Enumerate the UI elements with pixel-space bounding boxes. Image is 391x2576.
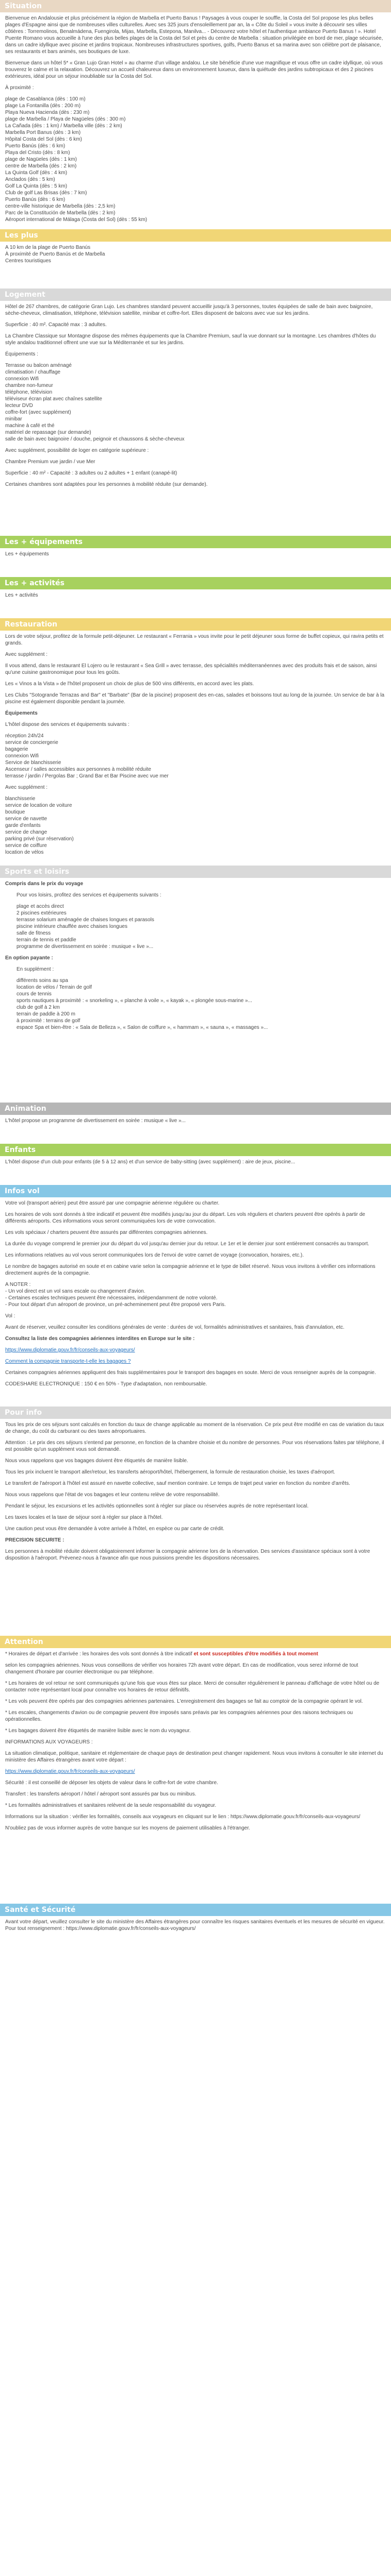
section-situation: [0, 0, 391, 229]
list-item: Anclados (dès : 5 km): [5, 177, 55, 182]
list-item: parking privé (sur réservation): [5, 836, 74, 842]
paragraph: Vol :: [5, 1313, 15, 1319]
section-infos-vol: [0, 1185, 391, 1406]
section-equipements: [0, 536, 391, 577]
link-bagages[interactable]: Comment la compagnie transporte-t-elle les bagages ?: [5, 1359, 131, 1364]
list-item: sports nautiques à proximité : « snorkeling », « planche à voile », « kayak », « plongée sous-marine »...: [17, 998, 252, 1004]
list-item: location de vélos: [5, 850, 44, 855]
list-item: plage de Marbella / Playa de Nagüeles (dès : 300 m): [5, 116, 126, 122]
paragraph: La situation climatique, politique, sanitaire et réglementaire de chaque pays de destination peut changer rapidement. Nous vous invitons à consulter le site internet du ministère des Affaires étrangères avant votre départ :: [5, 1751, 383, 1763]
list-item: Centres touristiques: [5, 258, 51, 264]
section-header-pour-info: [0, 1406, 391, 1419]
paragraph: Nous vous rappelons que vos bagages doivent être étiquetés de manière lisible.: [5, 1458, 188, 1464]
paid-services-list: [5, 795, 386, 856]
list-item: machine à café et thé: [5, 423, 55, 429]
list-item: La Quinta Golf (dès : 4 km): [5, 170, 68, 176]
paragraph: Avec supplément :: [5, 652, 48, 657]
list-item: - Un vol direct est un vol sans escale ou changement d'avion.: [5, 1289, 145, 1294]
paragraph: Pendant le séjour, les excursions et les activités optionnelles sont à régler sur place ou réservées auprès de notre représentant local.: [5, 1503, 309, 1509]
paragraph: Les vols spéciaux / charters peuvent être assurés par différentes compagnies aériennes.: [5, 1230, 208, 1235]
paragraph: PRECISION SECURITE :: [5, 1537, 64, 1543]
list-item: téléphone, télévision: [5, 389, 53, 395]
list-item: salle de fitness: [17, 930, 51, 936]
section-header-restauration: [0, 618, 391, 631]
paragraph: Certaines compagnies aériennes appliquent des frais supplémentaires pour le transport des bagages en soute. Merci de vous renseigner auprès de la compagnie.: [5, 1370, 376, 1376]
section-sante-securite: [0, 1904, 391, 1955]
list-item: programme de divertissement en soirée : musique « live »...: [17, 944, 154, 950]
section-header-sante: [0, 1904, 391, 1916]
proximity-list: [5, 96, 386, 223]
list-item: cours de tennis: [17, 991, 52, 997]
paragraph: Votre vol (transport aérien) peut être assuré par une compagnie aérienne régulière ou charter.: [5, 1200, 220, 1206]
section-title: Les + équipements: [5, 538, 83, 546]
list-item: A NOTER :: [5, 1282, 31, 1287]
link-diplomatie-2[interactable]: https://www.diplomatie.gouv.fr/fr/conseils-aux-voyageurs/: [5, 1769, 135, 1774]
paragraph: * Les bagages doivent être étiquetés de manière lisible avec le nom du voyageur.: [5, 1728, 191, 1734]
paragraph: Avec supplément, possibilité de loger en catégorie supérieure :: [5, 448, 149, 453]
section-title: Pour info: [5, 1409, 42, 1417]
list-item: plage La Fontanilla (dès : 200 m): [5, 103, 81, 109]
list-item: Marbella Port Banus (dès : 3 km): [5, 130, 81, 135]
section-title: Restauration: [5, 620, 58, 629]
list-item: réception 24h/24: [5, 733, 44, 739]
list-item: centre-ville historique de Marbella (dès : 2,5 km): [5, 204, 116, 209]
list-item: Puerto Banús (dès : 6 km): [5, 197, 66, 202]
section-header-attention: [0, 1636, 391, 1648]
paragraph: * Les escales, changements d'avion ou de compagnie peuvent être imposés sans préavis par les compagnies aériennes pour des raisons techniques ou opérationnelles.: [5, 1710, 353, 1722]
list-item: - Pour tout départ d'un aéroport de province, un pré-acheminement peut être proposé vers Paris.: [5, 1302, 226, 1308]
list-item: Ascenseur / salles accessibles aux personnes à mobilité réduite: [5, 767, 151, 772]
list-item: chambre non-fumeur: [5, 383, 53, 388]
list-item: La Cañada (dès : 1 km) / Marbella ville (dès : 2 km): [5, 123, 122, 129]
paragraph: La durée du voyage comprend le premier jour du départ du vol jusqu'au dernier jour du retour. Le 1er et le dernier jour sont entièrement consacrés au transport.: [5, 1241, 369, 1247]
subheading-paid: En option payante :: [5, 955, 53, 961]
paragraph: Informations sur la situation : vérifier les formalités, conseils aux voyageurs en cliquant sur le lien : https://www.diplomatie.gouv.fr/fr/conseils-aux-voyageurs/: [5, 1814, 361, 1820]
section-enfants: [0, 1144, 391, 1185]
section-header-situation: [0, 0, 391, 12]
paragraph: Sécurité : il est conseillé de déposer les objets de valeur dans le coffre-fort de votre chambre.: [5, 1780, 218, 1786]
list-item: Terrasse ou balcon aménagé: [5, 363, 72, 368]
section-header-logement: [0, 289, 391, 301]
paragraph: Une caution peut vous être demandée à votre arrivée à l'hôtel, en espèce ou par carte de crédit.: [5, 1526, 224, 1532]
list-item: centre de Marbella (dès : 2 km): [5, 163, 77, 169]
list-item: Playa Nueva Hacienda (dès : 230 m): [5, 110, 90, 115]
list-item: espace Spa et bien-être : « Sala de Belleza », « Salon de coiffure », « hammam », « sauna », « massages »...: [17, 1025, 268, 1030]
section-les-plus: [0, 229, 391, 289]
list-item: connexion Wifi: [5, 376, 39, 382]
list-item: Service de blanchisserie: [5, 760, 61, 766]
warning-text: et sont susceptibles d'être modifiés à tout moment: [193, 1651, 318, 1657]
list-item: connexion Wifi: [5, 753, 39, 759]
paragraph: * Les horaires de vol retour ne sont communiqués qu'une fois que vous êtes sur place. Merci de consulter régulièrement le panneau d'affichage de votre hôtel ou de contacter notre représentant local pour connaître vos horaires de retour définitifs.: [5, 1681, 380, 1693]
paragraph: Avec supplément :: [5, 785, 48, 790]
list-item: piscine intérieure chauffée avec chaises longues: [17, 924, 127, 929]
paragraph: La Chambre Classique sur Montagne dispose des mêmes équipements que la Chambre Premium, sauf la vue donnant sur la montagne. Les chambres d'hôtes du style andalou traditionnel offrent une vue sur la Méditerranée et sur les jardins.: [5, 333, 376, 346]
paragraph: Bienvenue en Andalousie et plus précisément la région de Marbella et Puerto Banus ! Paysages à vous couper le souffle, la Costa del Sol propose les plus belles plages d'Espagne ainsi que de nombreuses villes culturelles. Avec ses 325 jours d'ensoleillement par an, la « Côte du Soleil » vous invite à découvrir ses villes côtières : Torremolinos, Benalmádena, Fuengirola, Mijas, Marbella, Estepona, Manilva... - Découvrez votre hôtel et l'authentique ambiance Puerto Banus ! ». Hotel Puente Romano vous accueille à l'une des plus belles plages de la Costa del Sol et près du centre de Marbella : situation privilégiée en bord de mer, plage sécurisée, dans un cadre idyllique avec piscine et jardins tropicaux. Nombreuses infrastructures sportives, golfs, Puerto Banus et sa marina avec son célèbre port de plaisance, ses restaurants et bars animés, ses boutiques de luxe.: [5, 15, 383, 55]
section-title: Les + activités: [5, 579, 64, 587]
section-title: Infos vol: [5, 1187, 40, 1195]
list-item: 2 piscines extérieures: [17, 910, 67, 916]
section-pour-info: [0, 1406, 391, 1636]
list-item: téléviseur écran plat avec chaînes satellite: [5, 396, 102, 402]
list-item: location de vélos / Terrain de golf: [17, 985, 92, 990]
list-item: bagagerie: [5, 747, 28, 752]
paragraph: selon les compagnies aériennes. Nous vous conseillons de vérifier vos horaires 72h avant votre départ. En cas de modification, vous serez informé de tout changement d'horaire par courrier électronique ou par téléphone.: [5, 1663, 359, 1675]
list-item: Club de golf Las Brisas (dès : 7 km): [5, 190, 87, 196]
paragraph: Les horaires de vols sont donnés à titre indicatif et peuvent être modifiés jusqu'au jour du départ. Les vols réguliers et charters peuvent être opérés à partir de différents aéroports. Ces informations vous seront communiquées lors de votre convocation.: [5, 1212, 365, 1224]
list-item: matériel de repassage (sur demande): [5, 430, 91, 435]
list-item: club de golf à 2 km: [17, 1005, 60, 1010]
list-item: Puerto Banús (dès : 6 km): [5, 143, 66, 149]
section-title: Les plus: [5, 231, 38, 240]
section-attention: [0, 1636, 391, 1904]
paragraph: Les personnes à mobilité réduite doivent obligatoirement informer la compagnie aérienne lors de la réservation. Des services d'assistance spéciaux sont à votre disposition à l'aéroport. Prévenez-nous à l'avance afin que nous puissions prendre les dispositions nécessaires.: [5, 1549, 370, 1561]
paragraph: * Les vols peuvent être opérés par des compagnies aériennes partenaires. L'enregistrement des bagages se fait au comptoir de la compagnie opérant le vol.: [5, 1699, 363, 1704]
list-item: service de navette: [5, 816, 47, 822]
text: * Horaires de départ et d'arrivée : les horaires des vols sont donnés à titre indicatif: [5, 1651, 192, 1657]
section-header-infos-vol: [0, 1185, 391, 1197]
section-header-activites: [0, 577, 391, 589]
section-logement: [0, 289, 391, 536]
list-item: plage et accès direct: [17, 904, 64, 909]
paragraph: Les + activités: [5, 592, 38, 598]
link-diplomatie[interactable]: https://www.diplomatie.gouv.fr/fr/conseils-aux-voyageurs/: [5, 1347, 135, 1353]
paragraph: * Les formalités administratives et sanitaires relèvent de la seule responsabilité du voyageur.: [5, 1803, 217, 1808]
paragraph: L'hôtel dispose des services et équipements suivants :: [5, 722, 129, 727]
section-activites: [0, 577, 391, 618]
section-header-equipements: [0, 536, 391, 548]
section-header-enfants: [0, 1144, 391, 1156]
section-title: Santé et Sécurité: [5, 1906, 76, 1914]
section-title: Attention: [5, 1638, 43, 1646]
section-title: Animation: [5, 1105, 46, 1113]
hotel-services-list: [5, 733, 386, 779]
paragraph: Transfert : les transferts aéroport / hôtel / aéroport sont assurés par bus ou minibus.: [5, 1791, 197, 1797]
highlights-list: [5, 244, 386, 264]
list-item: différents soins au spa: [17, 978, 68, 984]
paragraph: Le nombre de bagages autorisé en soute et en cabine varie selon la compagnie aérienne et le type de billet réservé. Nous vous invitons à vérifier ces informations directement auprès de la compagnie.: [5, 1264, 376, 1276]
paragraph: N'oubliez pas de vous informer auprès de votre banque sur les moyens de paiement utilisables à l'étranger.: [5, 1825, 250, 1831]
section-title: Enfants: [5, 1146, 36, 1154]
list-item: service de conciergerie: [5, 740, 58, 745]
paragraph: Lors de votre séjour, profitez de la formule petit-déjeuner. Le restaurant « Ferrania » vous invite pour le petit déjeuner sous forme de buffet copieux, qui ravira petits et grands.: [5, 634, 384, 646]
section-sports: [0, 866, 391, 1103]
paragraph: À proximité :: [5, 85, 34, 91]
note-list: [5, 1281, 386, 1308]
paragraph: Hôtel de 267 chambres, de catégorie Gran Lujo. Les chambres standard peuvent accueillir jusqu'à 3 personnes, toutes équipées de salle de bain avec baignoire, sèche-cheveux, climatisation, téléphone, télévision satellite, minibar et coffre-fort. Elles disposent de balcons avec vue sur les jardins.: [5, 304, 373, 316]
paragraph: Équipements :: [5, 351, 38, 357]
paragraph: Les informations relatives au vol vous seront communiquées lors de l'envoi de votre carnet de voyage (convocation, horaires, etc.).: [5, 1252, 304, 1258]
paragraph: Chambre Premium vue jardin / vue Mer: [5, 459, 95, 465]
included-activities-list: [17, 903, 386, 950]
list-item: à proximité : terrains de golf: [17, 1018, 80, 1024]
list-item: Golf La Quinta (dès : 5 km): [5, 183, 68, 189]
list-item: A 10 km de la plage de Puerto Banús: [5, 245, 91, 250]
list-item: minibar: [5, 416, 22, 422]
list-item: lecteur DVD: [5, 403, 33, 409]
paragraph: INFORMATIONS AUX VOYAGEURS :: [5, 1739, 93, 1745]
list-item: Hôpital Costa del Sol (dès : 6 km): [5, 137, 82, 142]
list-item: Playa del Cristo (dès : 8 km): [5, 150, 70, 156]
list-item: - Certaines escales techniques peuvent être nécessaires, indépendamment de notre volonté.: [5, 1295, 218, 1301]
section-restauration: [0, 618, 391, 866]
paragraph: L'hôtel dispose d'un club pour enfants (de 5 à 12 ans) et d'un service de baby-sitting (avec supplément) : aire de jeux, piscine...: [5, 1159, 296, 1165]
paragraph: Tous les prix incluent le transport aller/retour, les transferts aéroport/hôtel, l'hébergement, la formule de restauration choisie, les taxes d'aéroport.: [5, 1469, 335, 1475]
section-header-sports: [0, 866, 391, 878]
paragraph: Superficie : 40 m² - Capacité : 3 adultes ou 2 adultes + 1 enfant (canapé-lit): [5, 470, 177, 476]
list-item: coffre-fort (avec supplément): [5, 410, 71, 415]
list-item: service de location de voiture: [5, 803, 72, 808]
paragraph: Avant de réserver, veuillez consulter les conditions générales de vente : durées de vol, formalités administratives et sanitaires, frais d'annulation, etc.: [5, 1325, 345, 1330]
section-header-animation: [0, 1103, 391, 1115]
section-title: Logement: [5, 291, 45, 299]
paragraph: L'hôtel propose un programme de divertissement en soirée : musique « live »...: [5, 1118, 186, 1124]
paragraph: Bienvenue dans un hôtel 5* « Gran Lujo Gran Hotel » au charme d'un village andalou. Le site bénéficie d'une vue magnifique et vous offre un cadre idyllique, où vous trouverez le calme et la relaxation. Découvrez un accueil chaleureux dans un environnement luxueux, dans la quiétude des jardins subtropicaux et des 2 piscines extérieures, idéal pour un séjour inoubliable sur la Costa del Sol.: [5, 60, 383, 79]
paragraph: Les Clubs "Sotogrande Terrazas and Bar" et "Barbate" (Bar de la piscine) proposent des en-cas, salades et boissons tout au long de la journée. Un service de bar à la piscine est également disponible pendant la journée.: [5, 692, 384, 705]
paragraph: Il vous attend, dans le restaurant El Lojero ou le restaurant « Sea Grill » avec terrasse, des spécialités méditerranéennes avec des produits frais et de saison, ainsi qu'une cuisine gastronomique pour tous les goûts.: [5, 663, 377, 675]
list-item: terrain de paddle à 200 m: [17, 1011, 75, 1017]
section-animation: [0, 1103, 391, 1144]
list-item: service de coiffure: [5, 843, 47, 849]
list-item: Aéroport international de Málaga (Costa del Sol) (dès : 55 km): [5, 217, 148, 223]
list-item: À proximité de Puerto Banús et de Marbella: [5, 251, 105, 257]
paragraph: Superficie : 40 m². Capacité max : 3 adultes.: [5, 322, 107, 328]
list-item: terrasse / jardin / Pergolas Bar ; Grand Bar et Bar Piscine avec vue mer: [5, 773, 169, 779]
list-item: boutique: [5, 809, 25, 815]
paragraph: Équipements: [5, 710, 38, 716]
paragraph: Les « Vinos a la Vista » de l'hôtel proposent un choix de plus de 500 vins différents, en accord avec les plats.: [5, 681, 254, 687]
list-item: Parc de la Constitución de Marbella (dès : 2 km): [5, 210, 116, 216]
paragraph: Certaines chambres sont adaptées pour les personnes à mobilité réduite (sur demande).: [5, 482, 208, 487]
list-item: plage de Nagüeles (dès : 1 km): [5, 157, 77, 162]
section-title: Sports et loisirs: [5, 868, 70, 876]
list-item: garde d'enfants: [5, 823, 41, 828]
paragraph: Nous vous rappelons que l'état de vos bagages et leur contenu relève de votre responsabilité.: [5, 1492, 220, 1498]
paragraph: [5, 1651, 386, 1657]
list-item: service de change: [5, 829, 47, 835]
paragraph: Avant votre départ, veuillez consulter le site du ministère des Affaires étrangères pour connaître les risques sanitaires éventuels et les mesures de sécurité en vigueur. Pour tout renseignement : https://www.diplomatie.gouv.fr/fr/conseils-aux-voyageurs/: [5, 1919, 385, 1931]
paragraph: Attention : Le prix des ces séjours s'entend par personne, en fonction de la chambre choisie et du nombre de personnes. Pour vos réservations faites par téléphone, il est possible qu'un supplément vous soit demandé.: [5, 1440, 384, 1452]
section-header-les-plus: [0, 229, 391, 242]
list-item: terrain de tennis et paddle: [17, 937, 76, 943]
section-title: Situation: [5, 2, 42, 10]
paragraph: Consultez la liste des compagnies aériennes interdites en Europe sur le site :: [5, 1336, 195, 1342]
list-item: climatisation / chauffage: [5, 369, 61, 375]
subheading-included: Compris dans le prix du voyage: [5, 881, 84, 887]
paragraph: Pour vos loisirs, profitez des services et équipements suivants :: [17, 892, 161, 898]
paragraph: Les + équipements: [5, 551, 49, 557]
list-item: plage de Casablanca (dès : 100 m): [5, 96, 86, 102]
list-item: terrasse solarium aménagée de chaises longues et parasols: [17, 917, 154, 923]
list-item: salle de bain avec baignoire / douche, peignoir et chaussons & sèche-cheveux: [5, 436, 185, 442]
paragraph: Le transfert de l'aéroport à l'hôtel est assuré en navette collective, sauf mention contraire. Le temps de trajet peut varier en fonction du nombre d'arrêts.: [5, 1481, 350, 1486]
paragraph: Tous les prix de ces séjours sont calculés en fonction du taux de change applicable au moment de la réservation. Ce prix peut être modifié en cas de variation du taux de change, du coût du carburant ou des taxes aéroportuaires.: [5, 1422, 384, 1434]
paragraph: CODESHARE ELECTRONIQUE : 150 € en 50% - Type d'adaptation, non remboursable.: [5, 1381, 207, 1387]
paid-activities-list: [17, 977, 386, 1031]
list-item: blanchisserie: [5, 796, 36, 802]
room-equipment-list: [5, 362, 386, 443]
paragraph: En supplément :: [17, 967, 54, 972]
paragraph: Les taxes locales et la taxe de séjour sont à régler sur place à l'hôtel.: [5, 1515, 163, 1520]
